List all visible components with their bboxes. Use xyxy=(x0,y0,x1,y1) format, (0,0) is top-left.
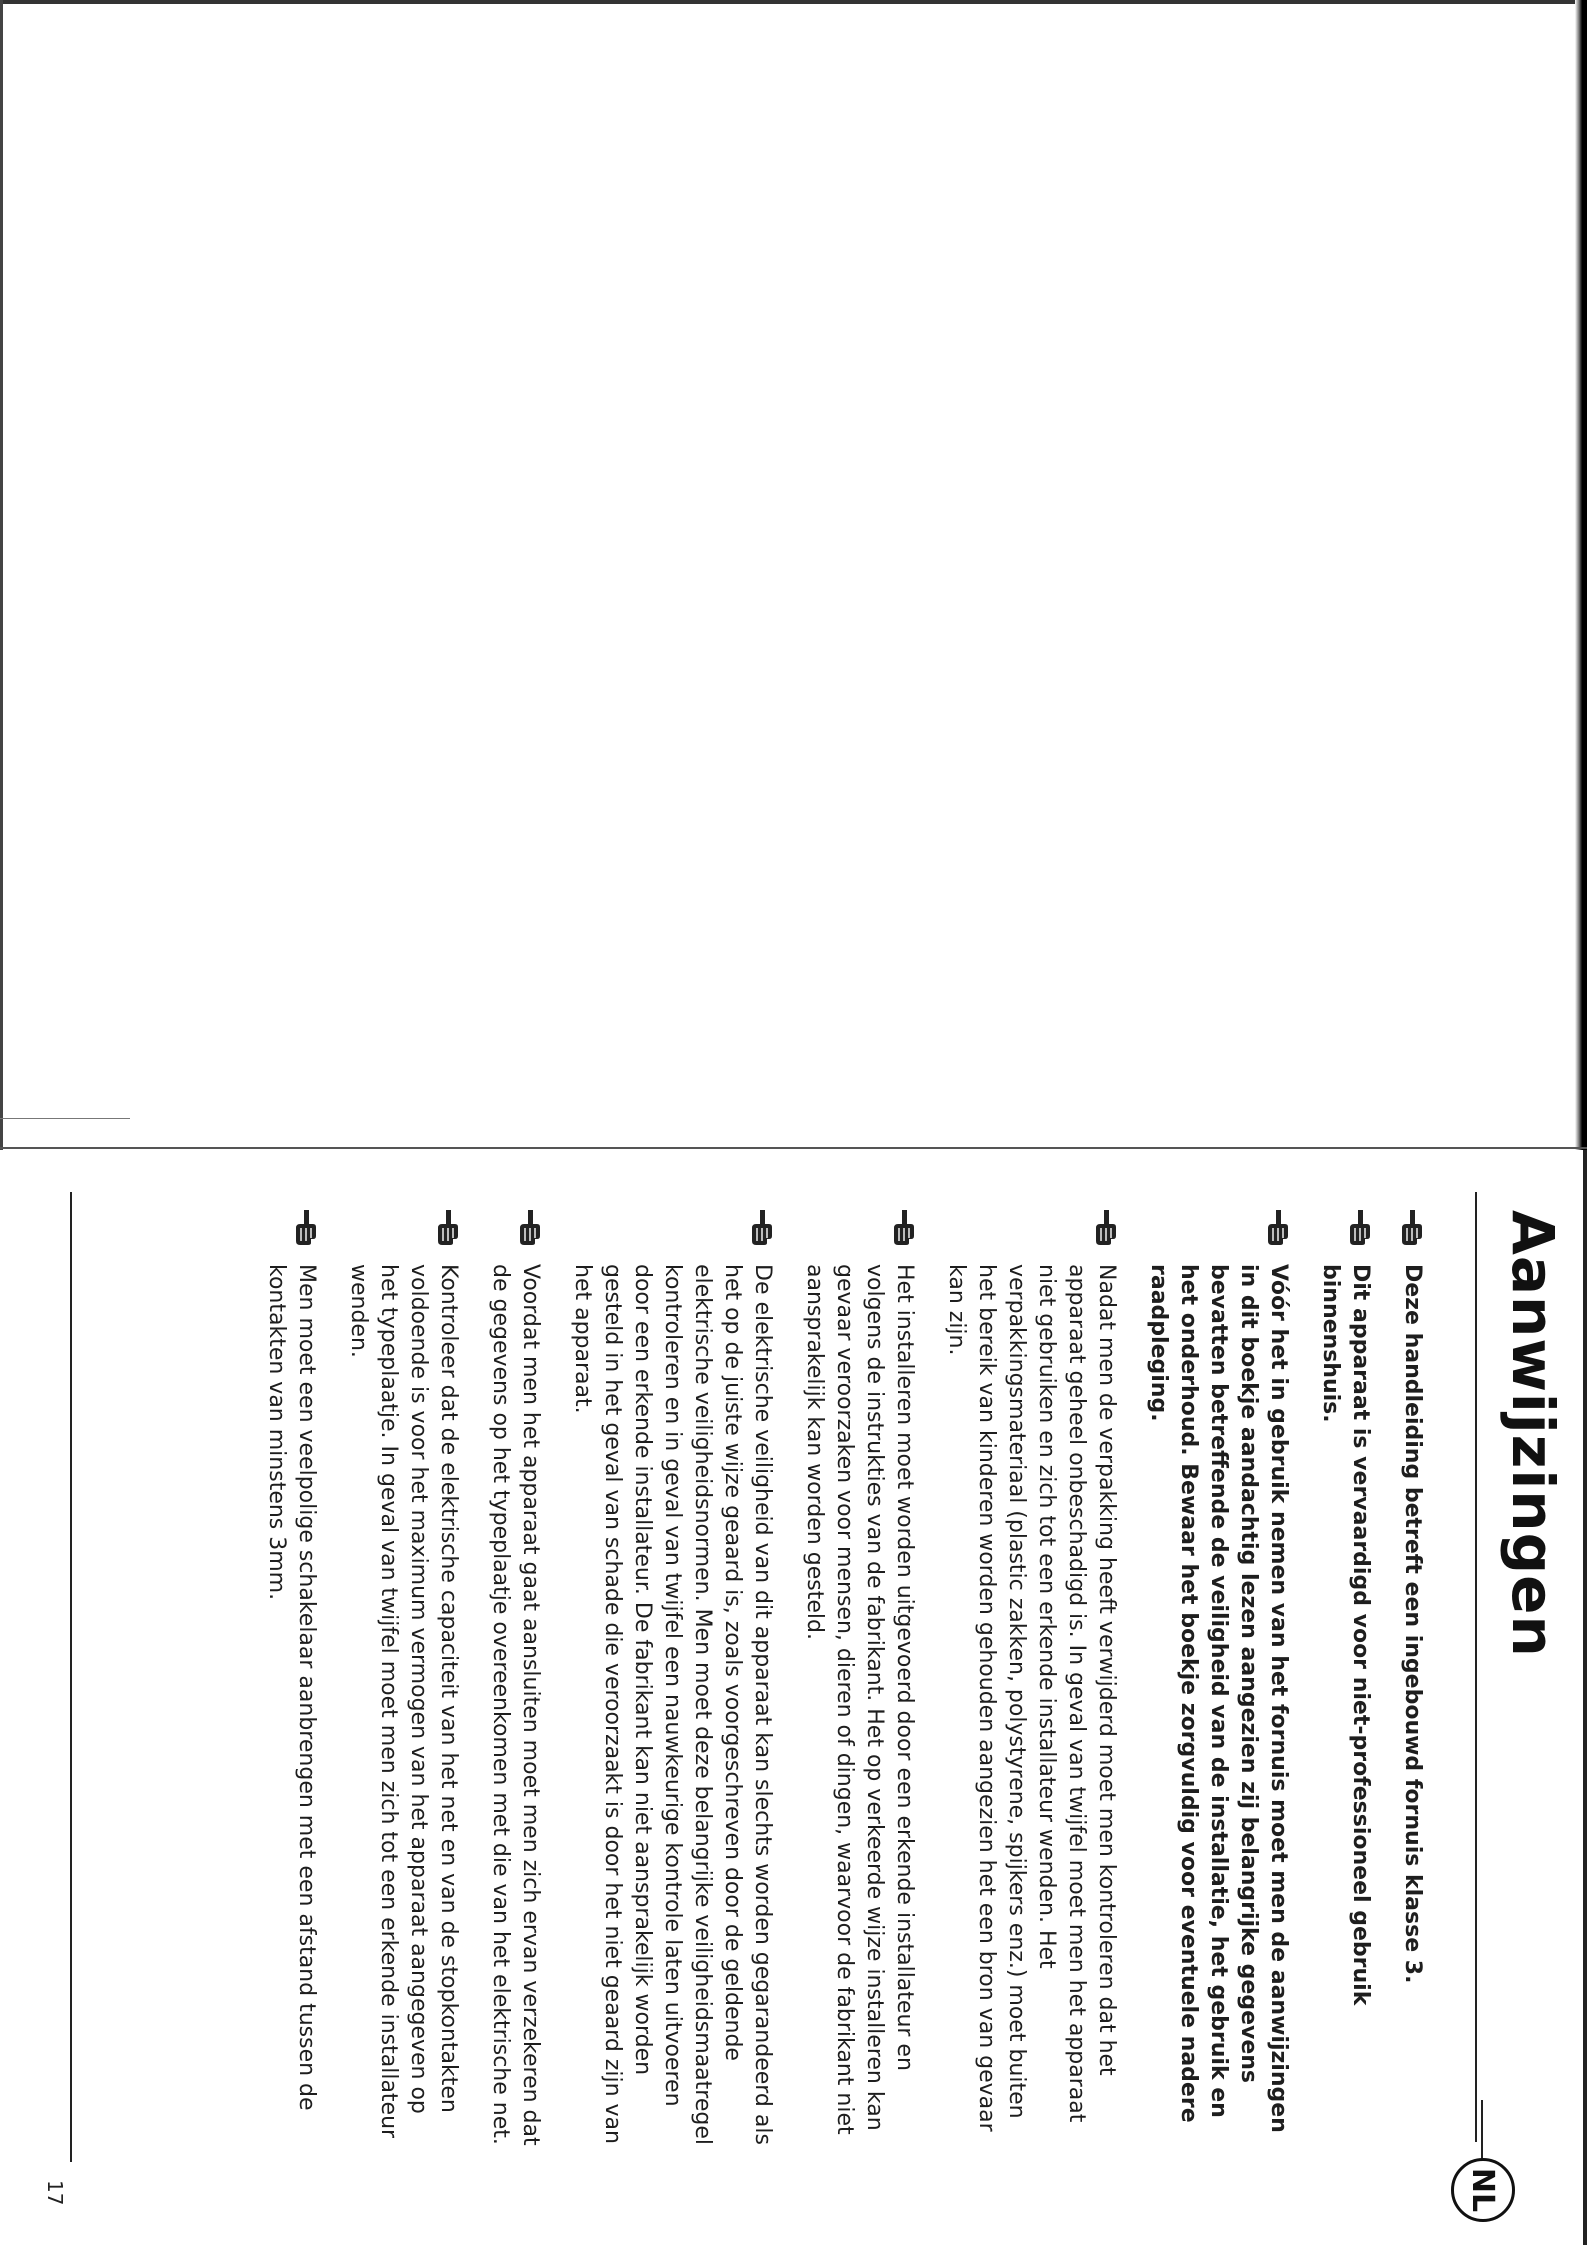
instruction-item xyxy=(941,1208,1121,2148)
instruction-text: De elektrische veiligheid van dit apparaat kan slechts worden gegarandeerd als het op de juiste wijze geaard is, zoals voorgeschreven door de geldende elektrische veiligheidsnormen. Men moet deze belangrijke veiligheidsmaatregel kontroleren en in geval van twijfel een nauwkeurige kontrole laten uitvoeren door een erkende installateur. De fabrikant kan niet aansprakelijk worden gesteld in het geval van schade die veroorzaakt is door het niet geaard zijn van het apparaat. xyxy=(570,1264,775,2145)
instruction-item xyxy=(1143,1208,1293,2148)
instruction-text: Voordat men het apparaat gaat aansluiten moet men zich ervan verzekeren dat de gegevens op het typeplaatje overeenkomen met die van het elektrische net. xyxy=(488,1264,543,2146)
pointing-hand-icon xyxy=(1347,1208,1373,1246)
instruction-text: Nadat men de verpakking heeft verwijderd moet men kontroleren dat het apparaat geheel onbeschadigd is. In geval van twijfel moet men het apparaat niet gebruiken en zich tot een erkende installateur wenden. Het verpakkingsmateriaal (plastic zakken, polystyrene, spijkers enz.) moet buiten het bereik van kinderen worden gehouden aangezien het een bron van gevaar kan zijn. xyxy=(944,1264,1119,2132)
title-rule xyxy=(1475,1192,1477,2142)
page-number: 17 xyxy=(43,2180,67,2206)
pointing-hand-icon xyxy=(1399,1208,1425,1246)
instruction-text: Men moet een veelpolige schakelaar aanbrengen met een afstand tussen de kontakten van minstens 3mm. xyxy=(264,1264,319,2111)
instruction-item xyxy=(1315,1208,1375,2148)
instruction-text: Het installeren moet worden uitgevoerd door een erkende installateur en volgens de instrukties van de fabrikant. Het op verkeerde wijze installeren kan gevaar veroorzaken voor mensen, dieren of dingen, waarvoor de fabrikant niet aansprakelijk kan worden gesteld. xyxy=(802,1264,917,2135)
instruction-text: Deze handleiding betreft een ingebouwd fornuis klasse 3. xyxy=(1400,1264,1425,1984)
instruction-item xyxy=(567,1208,777,2148)
instruction-item xyxy=(343,1208,463,2148)
title-connector-line xyxy=(1481,2100,1483,2160)
instruction-page xyxy=(0,1180,1587,2245)
page-title: Aanwijzingen xyxy=(1499,1210,1567,1658)
language-badge: NL xyxy=(1451,2158,1515,2222)
footer-rule xyxy=(70,1192,72,2162)
instruction-item xyxy=(799,1208,919,2148)
pointing-hand-icon xyxy=(891,1208,917,1246)
pointing-hand-icon xyxy=(1265,1208,1291,1246)
instruction-item xyxy=(261,1208,321,2148)
instruction-list xyxy=(239,1208,1427,2148)
pointing-hand-icon xyxy=(435,1208,461,1246)
pointing-hand-icon xyxy=(1093,1208,1119,1246)
instruction-text: Kontroleer dat de elektrische capaciteit van het net en van de stopkontakten voldoende is voor het maximum vermogen van het apparaat aangegeven op het typeplaatje. In geval van twijfel moet men zich tot een erkende installateur wenden. xyxy=(346,1264,461,2139)
instruction-text: Vóór het in gebruik nemen van het fornuis moet men de aanwijzingen in dit boekje aandachtig lezen aangezien zij belangrijke gegevens bevatten betreffende de veiligheid van de installatie, het gebruik en het onderhoud. Bewaar het boekje zorgvuldig voor eventuele nadere raadpleging. xyxy=(1146,1264,1291,2133)
instruction-item xyxy=(1397,1208,1427,2148)
pointing-hand-icon xyxy=(749,1208,775,1246)
pointing-hand-icon xyxy=(293,1208,319,1246)
pointing-hand-icon xyxy=(517,1208,543,1246)
instruction-item xyxy=(485,1208,545,2148)
instruction-text: Dit apparaat is vervaardigd voor niet-professioneel gebruik binnenshuis. xyxy=(1318,1264,1373,2006)
